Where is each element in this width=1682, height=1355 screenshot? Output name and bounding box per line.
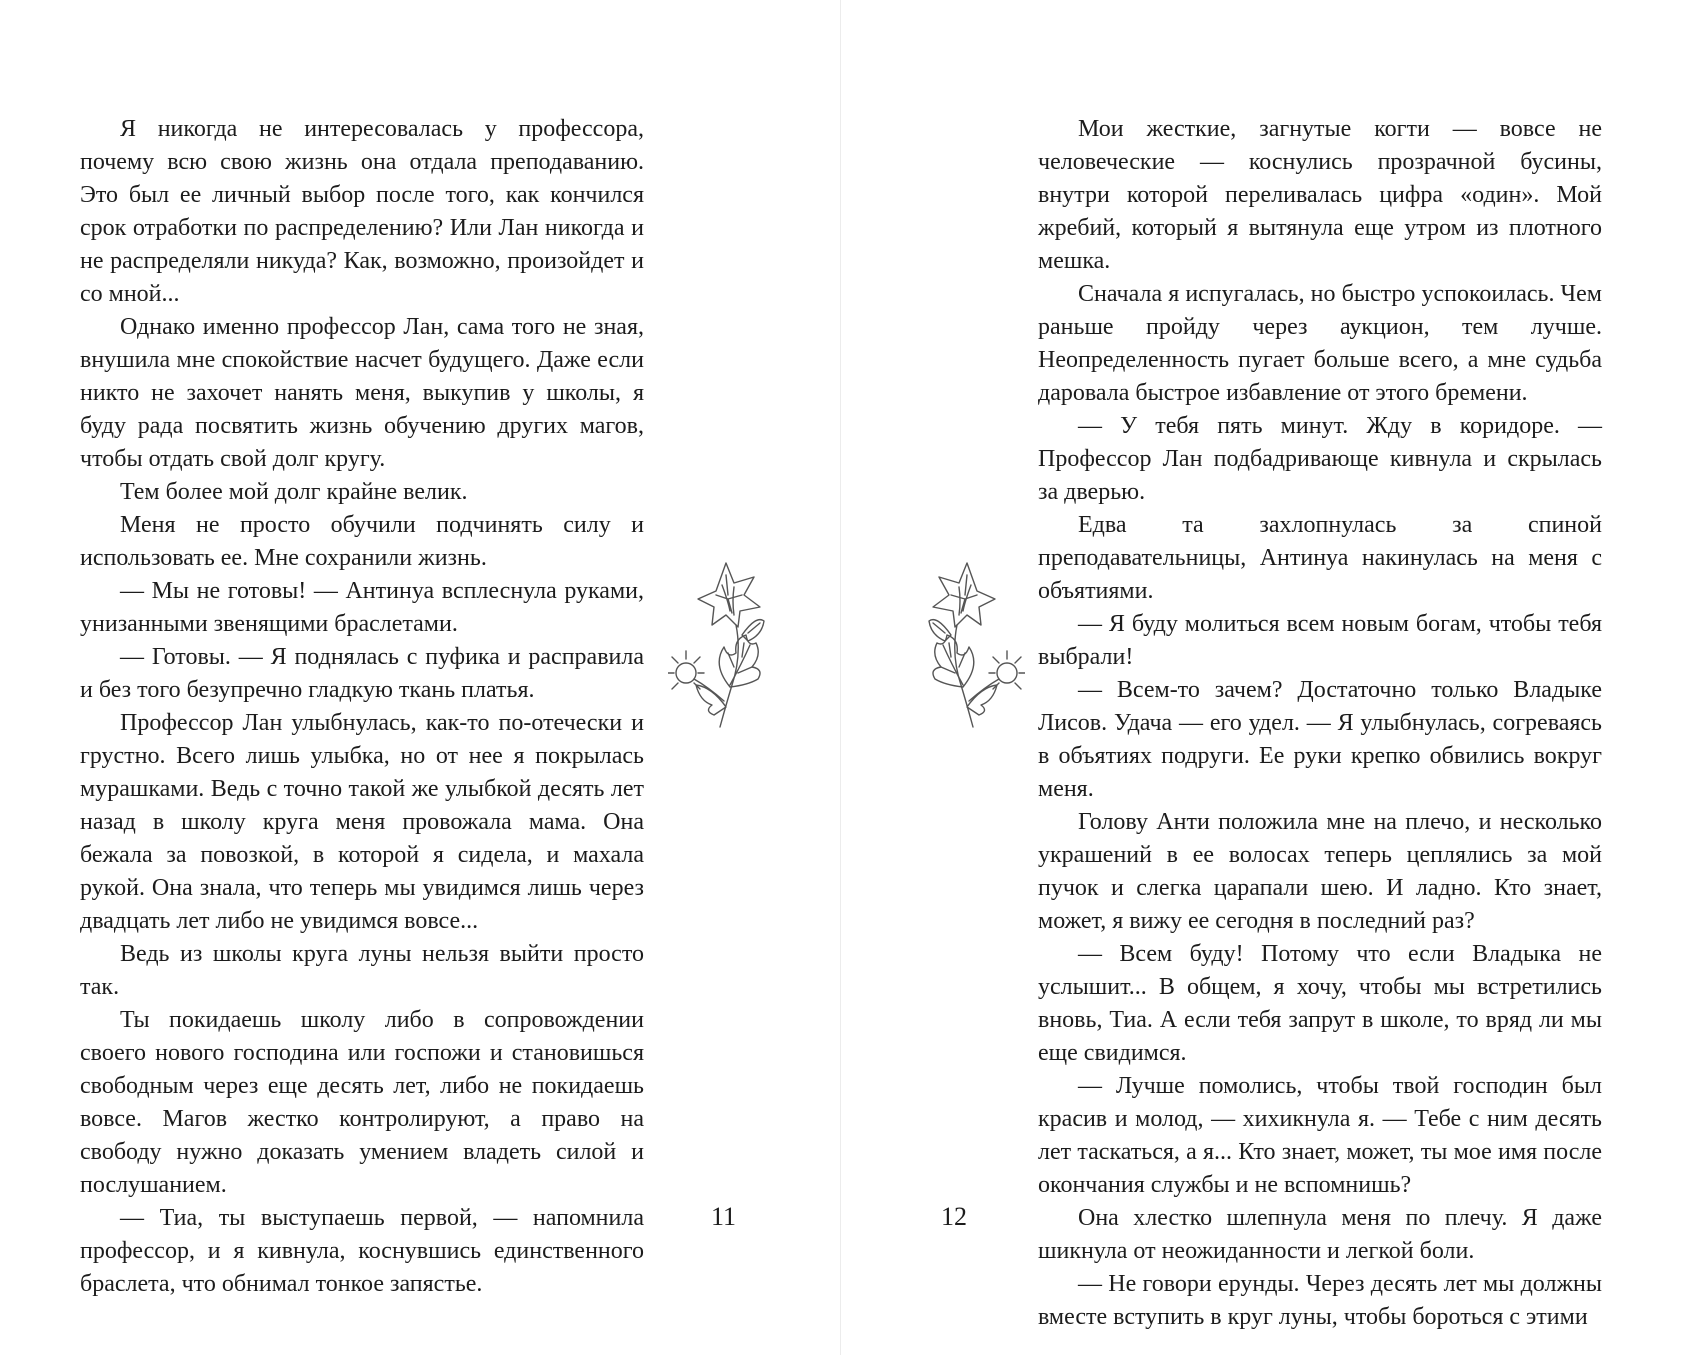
paragraph: — Тиа, ты выступаешь первой, — напомнила профессор, и я кивнула, коснувшись единственного браслета, что обнимал тонкое запястье. <box>80 1205 644 1297</box>
paragraph: — Всем-то зачем? Достаточно только Владыке Лисов. Удача — его удел. — Я улыбнулась, согреваясь в объятиях подруги. Ее руки крепко обвились вокруг меня. <box>1038 677 1602 802</box>
right-page <box>841 0 1681 1355</box>
paragraph: — Не говори ерунды. Через десять лет мы должны вместе вступить в круг луны, чтобы бороться с этими <box>1038 1271 1602 1330</box>
paragraph: Голову Анти положила мне на плечо, и несколько украшений в ее волосах теперь цеплялись за мой пучок и слегка царапали шею. И ладно. Кто знает, может, я вижу ее сегодня в последний раз? <box>1038 809 1602 934</box>
page-number: 12 <box>941 1202 967 1231</box>
paragraph: Ты покидаешь школу либо в сопровождении своего нового господина или госпожи и становишься свободным через еще десять лет, либо не покидаешь вовсе. Магов жестко контролируют, а право на свободу нужно доказать умением владеть силой и послушанием. <box>80 1007 644 1198</box>
left-page-text <box>80 113 644 1301</box>
paragraph: — Мы не готовы! — Антинуа всплеснула руками, унизанными звенящими браслетами. <box>80 578 644 637</box>
paragraph: Сначала я испугалась, но быстро успокоилась. Чем раньше пройду через аукцион, тем лучше. Неопределенность пугает больше всего, а мне судьба даровала быстрое избавление от этого бремени. <box>1038 281 1602 406</box>
paragraph: Мои жесткие, загнутые когти — вовсе не человеческие — коснулись прозрачной бусины, внутри которой переливалась цифра «один». Мой жребий, который я вытянула еще утром из плотного мешка. <box>1038 116 1602 274</box>
paragraph: Едва та захлопнулась за спиной преподавательницы, Антинуа накинулась на меня с объятиями. <box>1038 512 1602 604</box>
paragraph: Ведь из школы круга луны нельзя выйти просто так. <box>80 941 644 1000</box>
paragraph: — Я буду молиться всем новым богам, чтобы тебя выбрали! <box>1038 611 1602 670</box>
left-page <box>0 0 840 1355</box>
right-page-text <box>1038 113 1602 1334</box>
paragraph: — У тебя пять минут. Жду в коридоре. — Профессор Лан подбадривающе кивнула и скрылась за дверью. <box>1038 413 1602 505</box>
paragraph: Тем более мой долг крайне велик. <box>120 479 468 505</box>
flower-ornament-icon <box>905 555 1025 735</box>
paragraph: — Всем буду! Потому что если Владыка не услышит... В общем, я хочу, чтобы мы встретились вновь, Тиа. А если тебя запрут в школе, то вряд ли мы еще свидимся. <box>1038 941 1602 1066</box>
paragraph: Однако именно профессор Лан, сама того не зная, внушила мне спокойствие насчет будущего. Даже если никто не захочет нанять меня, выкупив у школы, я буду рада посвятить жизнь обучению других магов, чтобы отдать свой долг кругу. <box>80 314 644 472</box>
paragraph: Она хлестко шлепнула меня по плечу. Я даже шикнула от неожиданности и легкой боли. <box>1038 1205 1602 1264</box>
page-number: 11 <box>711 1202 737 1231</box>
flower-ornament-icon <box>668 555 788 735</box>
paragraph: — Готовы. — Я поднялась с пуфика и расправила и без того безупречно гладкую ткань платья. <box>80 644 644 703</box>
paragraph: Я никогда не интересовалась у профессора, почему всю свою жизнь она отдала преподаванию. Это был ее личный выбор после того, как кончился срок отработки по распределению? Или Лан никогда и не распределяли никуда? Как, возможно, произойдет и со мной... <box>80 116 644 307</box>
paragraph: — Лучше помолись, чтобы твой господин был красив и молод, — хихикнула я. — Тебе с ним десять лет таскаться, а я... Кто знает, может, ты мое имя после окончания службы и не вспомнишь? <box>1038 1073 1602 1198</box>
paragraph: Меня не просто обучили подчинять силу и использовать ее. Мне сохранили жизнь. <box>80 512 644 571</box>
paragraph: Профессор Лан улыбнулась, как-то по-отечески и грустно. Всего лишь улыбка, но от нее я покрылась мурашками. Ведь с точно такой же улыбкой десять лет назад в школу круга меня провожала мама. Она бежала за повозкой, в которой я сидела, и махала рукой. Она знала, что теперь мы увидимся лишь через двадцать лет либо не увидимся вовсе... <box>80 710 644 934</box>
